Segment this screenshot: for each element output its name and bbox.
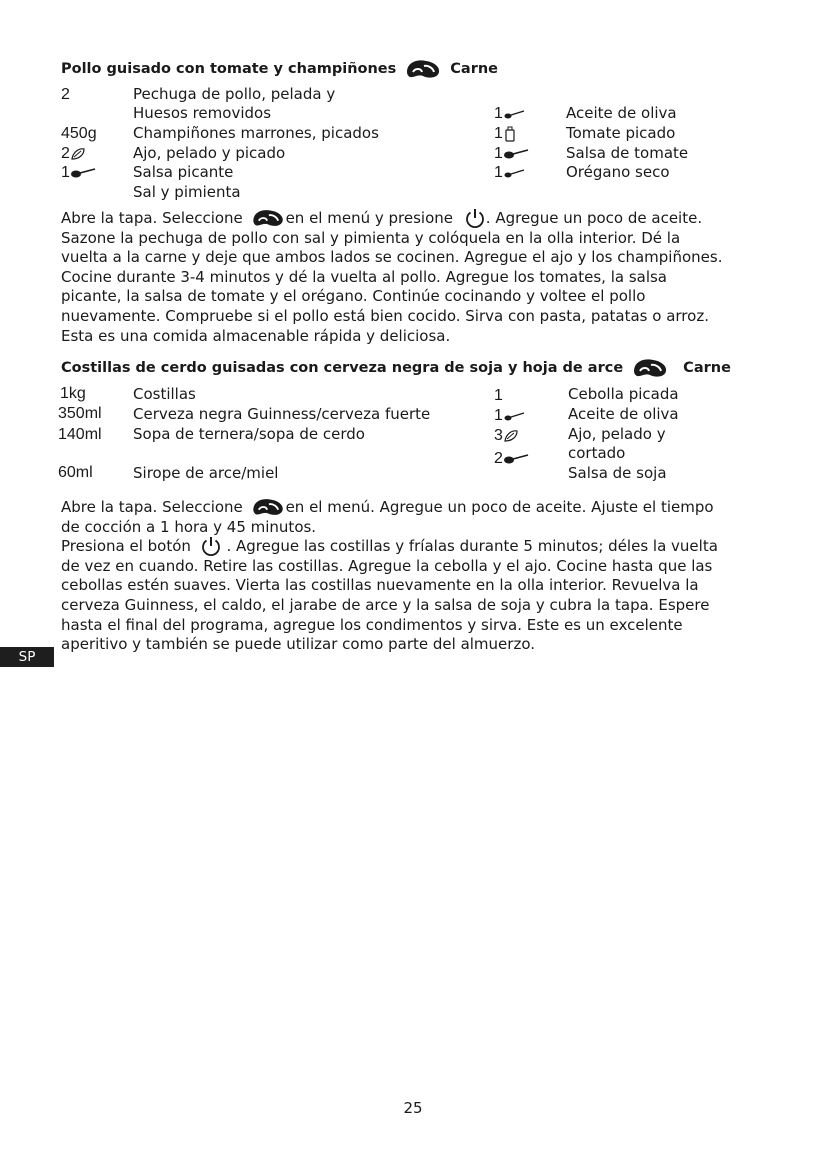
ingredient-label: Ajo, pelado y picado [133, 144, 286, 162]
instruction-line: Abre la tapa. Seleccione en el menú. Agregue un poco de aceite. Ajuste el tiempo [61, 498, 714, 516]
ingredient-qty: 3 [494, 426, 519, 446]
ingredient-qty: 140ml [58, 426, 102, 443]
recipe-title-text: Costillas de cerdo guisadas con cerveza negra de soja y hoja de arce [61, 360, 624, 376]
instruction-line: Abre la tapa. Seleccione en el menú y presione . Agregue un poco de aceite. [61, 209, 703, 227]
instruction-line: hasta el final del programa, agregue los condimentos y sirva. Este es un excelente [61, 615, 683, 634]
ingredient-qty: 2 [61, 86, 70, 103]
ingredient-label: Champiñones marrones, picados [133, 124, 379, 142]
instruction-line: aperitivo y también se puede utilizar como parte del almuerzo. [61, 635, 536, 654]
ingredient-label: Aceite de oliva [568, 405, 679, 423]
instruction-line: Presiona el botón . Agregue las costillas y fríalas durante 5 minutos; déles la vuelta [61, 537, 718, 556]
ingredient-label: Tomate picado [566, 124, 676, 142]
recipe-instructions [61, 209, 766, 346]
meat-program-icon [404, 57, 442, 81]
instruction-line: de vez en cuando. Retire las costillas. Agregue la cebolla y el ajo. Cocine hasta que las [61, 556, 713, 575]
recipe-title [61, 357, 731, 379]
ingredient-qty: 2 [494, 449, 529, 469]
ingredient-qty: 1 [494, 387, 503, 404]
teaspoon-icon [503, 410, 525, 422]
ingredient-label: Salsa picante [133, 163, 234, 181]
power-icon [200, 535, 222, 557]
ingredient-label: Cerveza negra Guinness/cerveza fuerte [133, 405, 431, 423]
instruction-line: Esta es una comida almacenable rápida y deliciosa. [61, 326, 451, 345]
ingredient-label: Aceite de oliva [566, 104, 677, 122]
ingredient-label: Sal y pimienta [133, 183, 241, 201]
garlic-clove-icon [70, 147, 86, 161]
instruction-line: Cocine durante 3-4 minutos y dé la vuelta al pollo. Agregue los tomates, la salsa [61, 267, 667, 286]
instruction-line: cerveza Guinness, el caldo, el jarabe de arce y la salsa de soja y cubra la tapa. Espere [61, 595, 710, 614]
instruction-line: vuelta a la carne y deje que ambos lados se cocinen. Agregue el ajo y los champiñones. [61, 248, 723, 267]
ingredient-label: Orégano seco [566, 163, 670, 181]
page-number: 25 [403, 1099, 423, 1117]
ingredient-qty: 1 [494, 163, 525, 183]
ingredient-label: Pechuga de pollo, pelada y [133, 85, 336, 103]
instruction-line: de cocción a 1 hora y 45 minutos. [61, 517, 317, 536]
ingredient-label: cortado [568, 444, 626, 462]
recipe-title-text: Pollo guisado con tomate y champiñones [61, 61, 397, 77]
ingredient-label: Costillas [133, 385, 196, 403]
meat-program-icon [250, 207, 286, 229]
instruction-line: picante, la salsa de tomate y el orégano. Continúe cocinando y voltee el pollo [61, 287, 646, 306]
instruction-line: cebollas estén suaves. Vierta las costillas nuevamente en la olla interior. Revuelva la [61, 576, 699, 595]
ingredient-qty: 1kg [60, 385, 86, 402]
ingredient-qty: 2 [61, 144, 86, 164]
ingredient-qty: 60ml [58, 464, 93, 481]
tablespoon-icon [503, 453, 529, 465]
ingredient-label: Salsa de soja [568, 464, 667, 482]
recipe-instructions [61, 498, 766, 655]
garlic-clove-icon [503, 429, 519, 443]
ingredient-label: Huesos removidos [133, 104, 272, 122]
ingredient-label: Sirope de arce/miel [133, 464, 279, 482]
ingredient-qty: 1 [494, 406, 525, 426]
ingredient-qty: 1 [494, 144, 529, 164]
teaspoon-icon [503, 108, 525, 120]
instruction-line: nuevamente. Compruebe si el pollo está bien cocido. Sirva con pasta, patatas o arroz. [61, 306, 709, 325]
ingredient-qty: 350ml [58, 405, 102, 422]
meat-program-icon [250, 496, 286, 518]
ingredient-label: Salsa de tomate [566, 144, 689, 162]
tablespoon-icon [503, 148, 529, 160]
ingredient-label: Ajo, pelado y [568, 425, 666, 443]
teaspoon-icon [503, 167, 525, 179]
ingredient-qty: 1 [494, 124, 517, 144]
recipe-title [61, 58, 498, 80]
power-icon [464, 207, 486, 229]
meat-program-icon [631, 356, 669, 380]
ingredient-label: Sopa de ternera/sopa de cerdo [133, 425, 365, 443]
ingredient-qty: 450g [61, 125, 97, 142]
instruction-line: Sazone la pechuga de pollo con sal y pimienta y colóquela en la olla interior. Dé la [61, 228, 681, 247]
language-tab: SP [0, 647, 54, 667]
recipe-category: Carne [683, 360, 731, 376]
recipe-category: Carne [450, 61, 499, 77]
can-icon [503, 126, 517, 142]
tablespoon-icon [70, 167, 96, 179]
ingredient-qty: 1 [494, 104, 525, 124]
ingredient-label: Cebolla picada [568, 385, 679, 403]
ingredient-qty: 1 [61, 163, 96, 183]
